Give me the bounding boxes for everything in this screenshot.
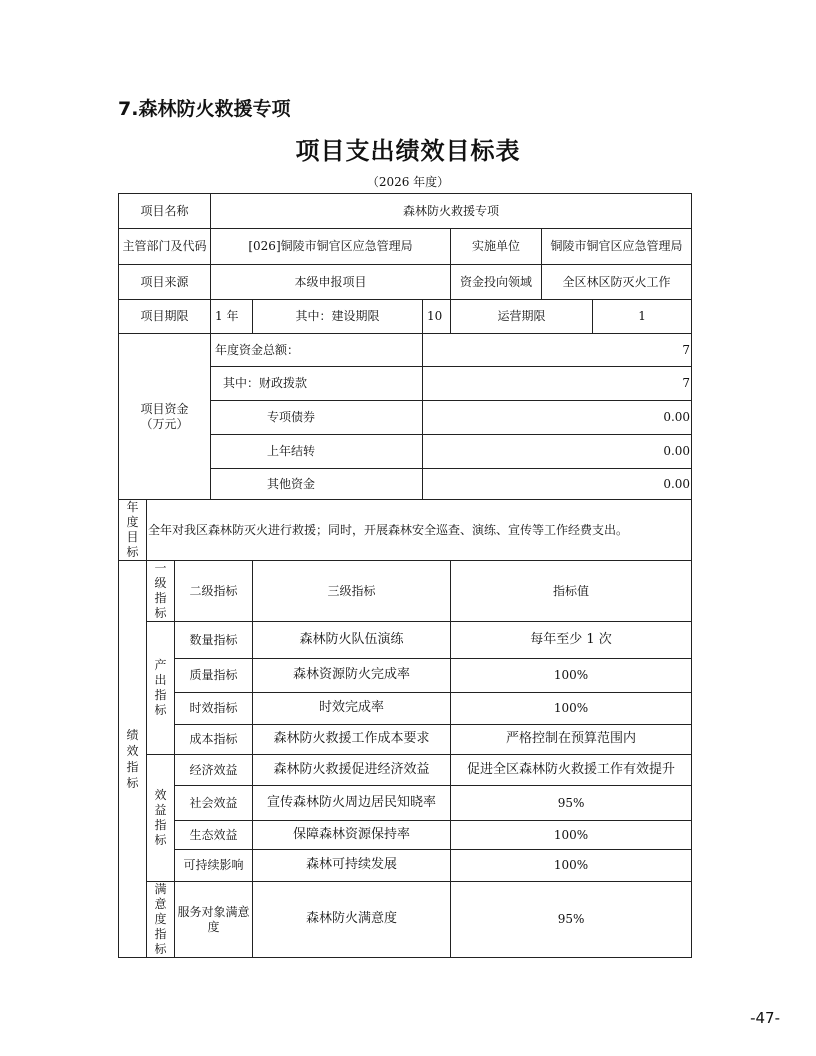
construction-value: 10	[423, 300, 451, 334]
level1-header: 一级 指标	[147, 561, 175, 622]
funds-row-label: 其中：财政拨款	[211, 367, 423, 401]
level2-cell: 生态效益	[175, 821, 253, 850]
indicator-row	[119, 725, 692, 755]
level3-cell: 森林资源防火完成率	[253, 659, 451, 693]
indicator-header-row	[119, 561, 692, 622]
funds-label	[119, 334, 211, 500]
department-row	[119, 229, 692, 265]
source-label: 项目来源	[119, 265, 211, 300]
page-number: -47-	[750, 1009, 780, 1027]
level3-cell: 保障森林资源保持率	[253, 821, 451, 850]
level3-cell: 森林防火满意度	[253, 882, 451, 958]
level3-cell: 森林可持续发展	[253, 850, 451, 882]
value-cell: 促进全区森林防火救援工作有效提升	[451, 755, 692, 786]
indicator-row	[119, 622, 692, 659]
source-value: 本级申报项目	[211, 265, 451, 300]
funds-row-value: 7	[423, 334, 692, 367]
annual-goal-label-line1: 年度	[126, 500, 139, 529]
value-cell: 100%	[451, 693, 692, 725]
project-name-label: 项目名称	[119, 194, 211, 229]
value-cell: 100%	[451, 850, 692, 882]
funds-row-value: 0.00	[423, 469, 692, 500]
funds-label-line1: 项目资金	[140, 401, 189, 416]
funds-row-label: 上年结转	[211, 435, 423, 469]
department-value: [026]铜陵市铜官区应急管理局	[211, 229, 451, 265]
source-row	[119, 265, 692, 300]
period-label: 项目期限	[119, 300, 211, 334]
invest-field-value: 全区林区防灭火工作	[542, 265, 692, 300]
year-label: （2026 年度）	[366, 175, 450, 189]
performance-target-table	[118, 193, 692, 958]
operation-label: 运营期限	[451, 300, 593, 334]
level2-cell: 数量指标	[175, 622, 253, 659]
annual-goal-row	[119, 500, 692, 561]
indicator-row	[119, 755, 692, 786]
level3-cell: 时效完成率	[253, 693, 451, 725]
level2-cell: 社会效益	[175, 786, 253, 821]
implementing-unit-value: 铜陵市铜官区应急管理局	[542, 229, 692, 265]
table-title: 项目支出绩效目标表	[295, 137, 521, 165]
funds-row-label: 其他资金	[211, 469, 423, 500]
level2-cell: 可持续影响	[175, 850, 253, 882]
construction-label: 其中：建设期限	[253, 300, 423, 334]
level3-cell: 森林防火救援工作成本要求	[253, 725, 451, 755]
indicator-row	[119, 693, 692, 725]
invest-field-label: 资金投向领域	[451, 265, 542, 300]
value-cell: 100%	[451, 659, 692, 693]
indicator-row	[119, 850, 692, 882]
level3-cell: 宣传森林防火周边居民知晓率	[253, 786, 451, 821]
funds-row-label: 年度资金总额：	[211, 334, 423, 367]
level2-header: 二级指标	[175, 561, 253, 622]
project-name-row	[119, 194, 692, 229]
department-label: 主管部门及代码	[119, 229, 211, 265]
period-row	[119, 300, 692, 334]
level2-cell: 成本指标	[175, 725, 253, 755]
indicator-row	[119, 786, 692, 821]
level3-cell: 森林防火队伍演练	[253, 622, 451, 659]
project-name-value: 森林防火救援专项	[211, 194, 692, 229]
section-heading: 7.森林防火救援专项	[118, 98, 291, 120]
funds-row-value: 0.00	[423, 401, 692, 435]
benefit-indicator-label: 效益 指标	[147, 755, 175, 882]
funds-row-value: 0.00	[423, 435, 692, 469]
annual-goal-label-line2: 目标	[126, 530, 139, 559]
funds-row-label: 专项债券	[211, 401, 423, 435]
annual-goal-text: 全年对我区森林防灭火进行救援；同时，开展森林安全巡查、演练、宣传等工作经费支出。	[147, 500, 692, 561]
indicator-row	[119, 659, 692, 693]
annual-goal-label	[119, 500, 147, 561]
funds-row	[119, 334, 692, 367]
funds-label-line2: （万元）	[140, 416, 189, 431]
level3-header: 三级指标	[253, 561, 451, 622]
value-cell: 严格控制在预算范围内	[451, 725, 692, 755]
value-cell: 95%	[451, 786, 692, 821]
perf-indicator-label: 绩 效 指 标	[119, 561, 147, 958]
level3-cell: 森林防火救援促进经济效益	[253, 755, 451, 786]
period-value: 1 年	[211, 300, 253, 334]
funds-row-value: 7	[423, 367, 692, 401]
level2-cell: 质量指标	[175, 659, 253, 693]
value-cell: 100%	[451, 821, 692, 850]
value-cell: 每年至少 1 次	[451, 622, 692, 659]
level2-cell: 经济效益	[175, 755, 253, 786]
operation-value: 1	[593, 300, 692, 334]
value-cell: 95%	[451, 882, 692, 958]
satisfaction-indicator-label: 满意 度指 标	[147, 882, 175, 958]
implementing-unit-label: 实施单位	[451, 229, 542, 265]
indicator-row	[119, 821, 692, 850]
indicator-row	[119, 882, 692, 958]
value-header: 指标值	[451, 561, 692, 622]
level2-cell: 服务对象满意度	[175, 882, 253, 958]
level2-cell: 时效指标	[175, 693, 253, 725]
output-indicator-label: 产出 指标	[147, 622, 175, 755]
